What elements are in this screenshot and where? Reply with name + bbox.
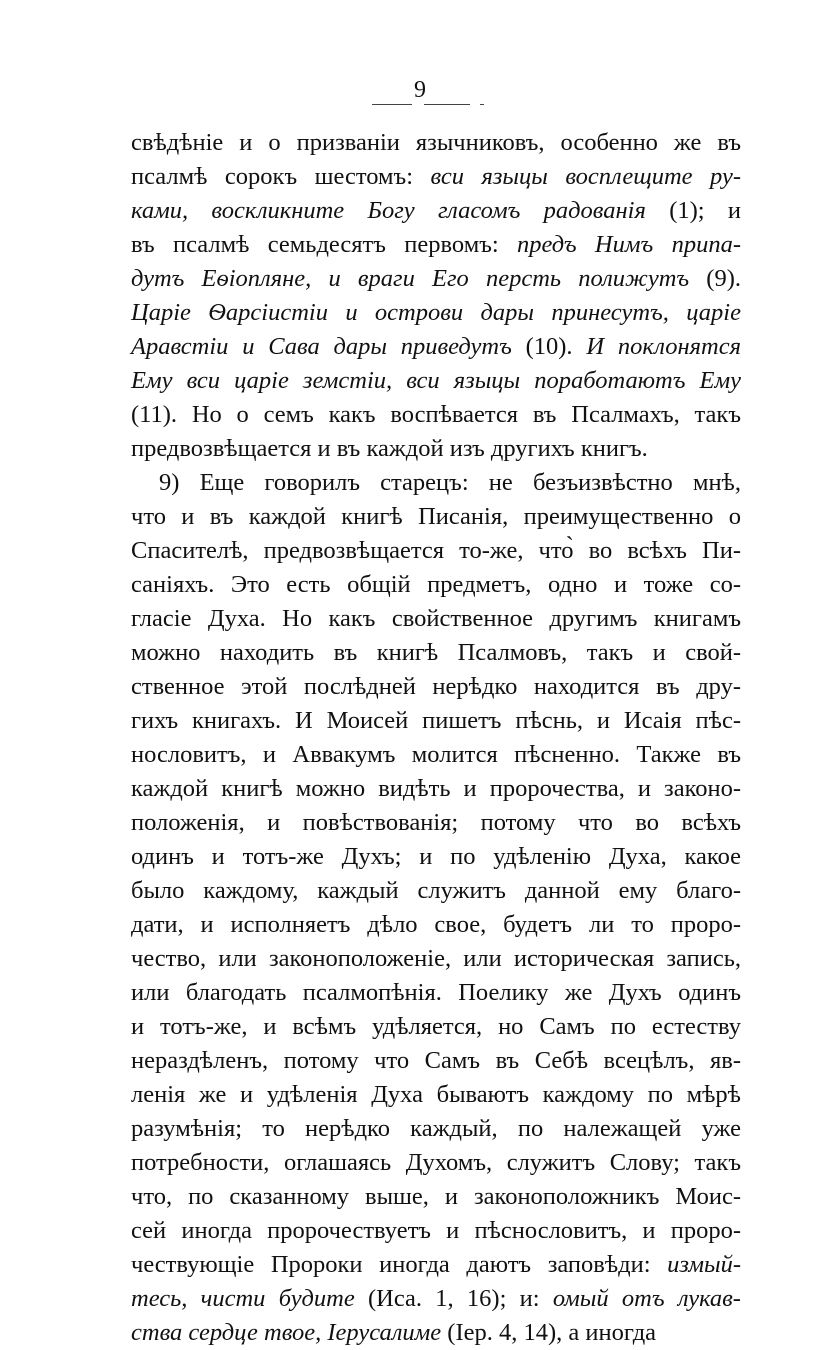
text-line	[159, 466, 741, 500]
text-line	[131, 636, 741, 670]
text-span: ственное этой послѣдней нерѣдко находится въ дру-	[131, 673, 741, 700]
text-span: или благодать псалмопѣнія. Поелику же Духъ одинъ	[131, 979, 741, 1006]
text-line	[131, 1214, 741, 1248]
text-span: (11). Но о семъ какъ воспѣвается въ Псалмахъ, такъ	[131, 401, 741, 428]
text-line	[131, 534, 741, 568]
italic-quote-span: Ему вси царіе земстіи, вси языцы поработаютъ Ему	[131, 367, 741, 394]
text-span: Спасителѣ, предвозвѣщается то-же, что̀ во всѣхъ Пи-	[131, 537, 741, 564]
text-line	[131, 296, 741, 330]
text-line	[131, 1282, 741, 1316]
text-span: нословитъ, и Аввакумъ молится пѣсненно. Также въ	[131, 741, 741, 768]
text-line	[131, 738, 741, 772]
text-line	[131, 1316, 741, 1350]
text-span: въ псалмѣ семьдесятъ первомъ:	[131, 231, 518, 258]
text-span: дати, и исполняетъ дѣло свое, будетъ ли то проро-	[131, 911, 741, 938]
text-line	[131, 500, 741, 534]
text-span: сей иногда пророчествуетъ и пѣснословитъ, и проро-	[131, 1217, 741, 1244]
italic-quote-span: ками, воскликните Богу гласомъ радованія	[131, 197, 646, 224]
text-span: нераздѣленъ, потому что Самъ въ Себѣ всецѣлъ, яв-	[131, 1047, 741, 1074]
italic-quote-span: Царіе Ѳарсіистіи и острови дары принесутъ, царіе	[131, 299, 741, 326]
text-line	[131, 398, 741, 432]
text-line	[131, 330, 741, 364]
text-span: псалмѣ сорокъ шестомъ:	[131, 163, 431, 190]
italic-quote-span: тесь, чисти будите	[131, 1285, 355, 1312]
page-number: 9	[414, 77, 426, 103]
italic-quote-span: Аравстіи и Сава дары приведутъ	[131, 333, 512, 360]
text-span: ленія же и удѣленія Духа бываютъ каждому по мѣрѣ	[131, 1081, 741, 1108]
text-line	[131, 1146, 741, 1180]
text-span: саніяхъ. Это есть общій предметъ, одно и тоже со-	[131, 571, 741, 598]
text-span: гласіе Духа. Но какъ свойственное другимъ книгамъ	[131, 605, 741, 632]
text-span: 9) Еще говорилъ старецъ: не безъизвѣстно мнѣ,	[159, 469, 741, 496]
text-line	[131, 194, 741, 228]
text-line	[131, 874, 741, 908]
text-line	[131, 840, 741, 874]
text-line	[131, 1078, 741, 1112]
text-line	[131, 228, 741, 262]
text-span: (10).	[511, 333, 587, 360]
text-span: одинъ и тотъ-же Духъ; и по удѣленію Духа, какое	[131, 843, 741, 870]
text-span: (9).	[689, 265, 741, 292]
header-rule	[372, 104, 484, 106]
italic-quote-span: предъ Нимъ припа-	[517, 231, 741, 258]
text-line	[131, 568, 741, 602]
text-span: что, по сказанному выше, и законоположникъ Моис-	[131, 1183, 741, 1210]
text-line	[131, 670, 741, 704]
italic-quote-span: И поклонятся	[586, 333, 741, 360]
text-span: предвозвѣщается и въ каждой изъ другихъ книгъ.	[131, 435, 648, 462]
text-span: можно находить въ книгѣ Псалмовъ, такъ и свой-	[131, 639, 741, 666]
text-line	[131, 262, 741, 296]
text-line	[131, 942, 741, 976]
text-line	[131, 126, 741, 160]
text-span: потребности, оглашаясь Духомъ, служитъ Слову; такъ	[131, 1149, 741, 1176]
text-line	[131, 1248, 741, 1282]
text-span: было каждому, каждый служитъ данной ему благо-	[131, 877, 741, 904]
text-line	[131, 976, 741, 1010]
text-line	[131, 1112, 741, 1146]
text-span: что и въ каждой книгѣ Писанія, преимущественно о	[131, 503, 741, 530]
text-line	[131, 908, 741, 942]
text-span: чество, или законоположеніе, или историческая запись,	[131, 945, 741, 972]
italic-quote-span: измый-	[667, 1251, 741, 1278]
italic-quote-span: вси языцы восплещите ру-	[430, 163, 741, 190]
italic-quote-span: ства сердце твое, Іерусалиме	[131, 1319, 442, 1346]
text-line	[131, 704, 741, 738]
text-span: свѣдѣніе и о призваніи язычниковъ, особенно же въ	[131, 129, 741, 156]
text-line	[131, 432, 741, 466]
text-span: и тотъ-же, и всѣмъ удѣляется, но Самъ по естеству	[131, 1013, 741, 1040]
text-line	[131, 160, 741, 194]
text-span: чествующіе Пророки иногда даютъ заповѣди:	[131, 1251, 668, 1278]
text-line	[131, 602, 741, 636]
italic-quote-span: дутъ Еѳіопляне, и враги Его персть полижутъ	[131, 265, 690, 292]
text-span: (Иса. 1, 16); и:	[354, 1285, 553, 1312]
text-span: (1); и	[645, 197, 741, 224]
text-line	[131, 1010, 741, 1044]
text-span: (Іер. 4, 14), а иногда	[441, 1319, 657, 1346]
text-span: каждой книгѣ можно видѣть и пророчества, и законо-	[131, 775, 741, 802]
text-line	[131, 806, 741, 840]
text-line	[131, 1044, 741, 1078]
text-span: гихъ книгахъ. И Моисей пишетъ пѣснь, и Исаія пѣс-	[131, 707, 741, 734]
text-span: положенія, и повѣствованія; потому что во всѣхъ	[131, 809, 741, 836]
text-line	[131, 364, 741, 398]
text-span: разумѣнія; то нерѣдко каждый, по належащей уже	[131, 1115, 741, 1142]
italic-quote-span: омый отъ лукав-	[552, 1285, 741, 1312]
text-line	[131, 1180, 741, 1214]
text-line	[131, 772, 741, 806]
